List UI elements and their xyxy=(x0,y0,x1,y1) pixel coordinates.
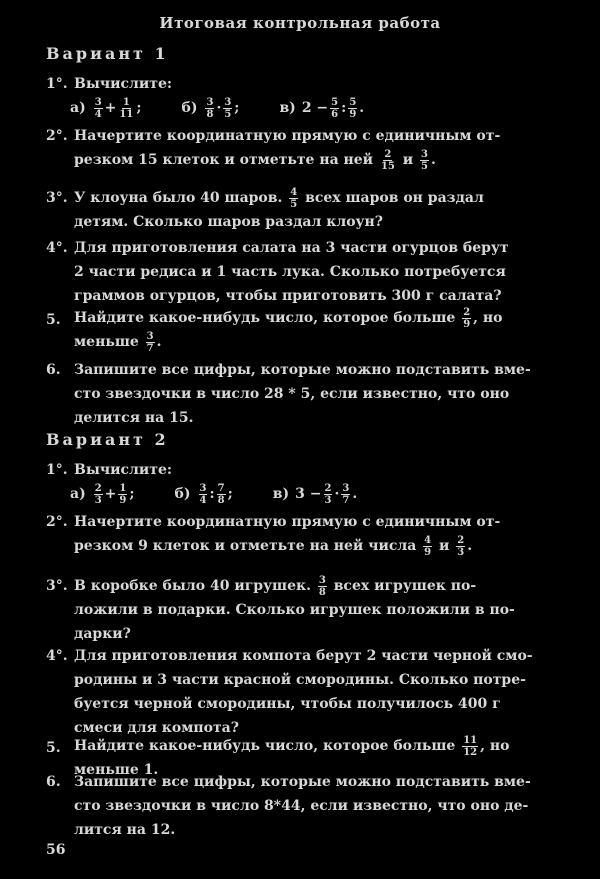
expr-b: б) $\frac{3}{4}$ : $\frac{7}{8}$ ; xyxy=(174,482,233,506)
task-1 xyxy=(70,72,552,120)
page-number: 56 xyxy=(46,842,66,858)
task-line: Запишите все цифры, которые можно подставить вме- xyxy=(74,774,531,790)
task-1-expressions xyxy=(70,482,552,506)
task-line: делится на 15. xyxy=(74,410,194,426)
task-number: 2°. xyxy=(46,514,68,530)
task-line: 2 части редиса и 1 часть лука. Сколько потребуется xyxy=(74,264,506,280)
task-number: 2°. xyxy=(46,128,68,144)
task-line: лится на 12. xyxy=(74,822,176,838)
task-line: В коробке было 40 игрушек. $\frac{3}{8}$ всех игрушек по- xyxy=(74,574,477,598)
task-line: родины и 3 части красной смородины. Сколько потре- xyxy=(74,672,526,688)
task-number: 5. xyxy=(46,312,61,328)
variant-2-heading: Вариант 2 xyxy=(46,430,169,449)
task-line: Начертите координатную прямую с единичным от- xyxy=(74,128,501,144)
task-6 xyxy=(74,770,552,842)
task-text: Вычислите: xyxy=(74,76,173,92)
task-number: 6. xyxy=(46,362,61,378)
task-number: 6. xyxy=(46,774,61,790)
task-5 xyxy=(74,306,552,354)
task-number: 1°. xyxy=(46,462,68,478)
task-number: 4°. xyxy=(46,648,68,664)
task-line: сто звездочки в число 8*44, если известно, что оно де- xyxy=(74,798,529,814)
task-line: дарки? xyxy=(74,626,131,642)
task-text: Вычислите: xyxy=(74,462,173,478)
task-line: резком 9 клеток и отметьте на ней числа $\frac{4}{9}$ и $\frac{2}{3}$ . xyxy=(74,534,473,558)
task-number: 5. xyxy=(46,740,61,756)
task-line: буется черной смородины, чтобы получилось 400 г xyxy=(74,696,501,712)
expr-c: в) 3 − $\frac{2}{3}$ · $\frac{3}{7}$ . xyxy=(272,482,358,506)
task-4 xyxy=(74,236,552,308)
task-number: 3°. xyxy=(46,190,68,206)
task-2 xyxy=(74,124,552,172)
expr-a: а) $\frac{3}{4}$ + $\frac{1}{11}$ ; xyxy=(70,96,142,120)
task-2 xyxy=(74,510,552,558)
task-line: Найдите какое-нибудь число, которое больше $\frac{11}{12}$ , но xyxy=(74,734,510,758)
task-1-expressions xyxy=(70,96,552,120)
task-line: Запишите все цифры, которые можно подставить вме- xyxy=(74,362,531,378)
task-line: резком 15 клеток и отметьте на ней $\frac{2}{15}$ и $\frac{3}{5}$ . xyxy=(74,148,436,172)
task-4 xyxy=(74,644,552,740)
task-number: 4°. xyxy=(46,240,68,256)
task-1 xyxy=(70,458,552,506)
task-line: У клоуна было 40 шаров. $\frac{4}{5}$ всех шаров он раздал xyxy=(74,186,484,210)
variant-1-heading: Вариант 1 xyxy=(46,44,169,63)
task-number: 3°. xyxy=(46,578,68,594)
task-line: детям. Сколько шаров раздал клоун? xyxy=(74,214,383,230)
task-number: 1°. xyxy=(46,76,68,92)
task-line: меньше $\frac{3}{7}$ . xyxy=(74,330,162,354)
task-line: граммов огурцов, чтобы приготовить 300 г салата? xyxy=(74,288,502,304)
task-line: Найдите какое-нибудь число, которое больше $\frac{2}{9}$ , но xyxy=(74,306,503,330)
task-line: ложили в подарки. Сколько игрушек положили в по- xyxy=(74,602,515,618)
task-line: Для приготовления компота берут 2 части черной смо- xyxy=(74,648,533,664)
task-line: Начертите координатную прямую с единичным от- xyxy=(74,514,501,530)
task-3 xyxy=(74,186,552,234)
task-line: Для приготовления салата на 3 части огурцов берут xyxy=(74,240,509,256)
task-line: меньше 1. xyxy=(74,762,159,778)
page-title: Итоговая контрольная работа xyxy=(159,14,441,32)
expr-c: в) 2 − $\frac{5}{6}$ : $\frac{5}{9}$ . xyxy=(279,96,365,120)
task-line: сто звездочки в число 28 * 5, если известно, что оно xyxy=(74,386,510,402)
expr-b: б) $\frac{3}{8}$ · $\frac{3}{5}$ ; xyxy=(181,96,240,120)
task-6 xyxy=(74,358,552,430)
task-line: смеси для компота? xyxy=(74,720,239,736)
expr-a: а) $\frac{2}{3}$ + $\frac{1}{9}$ ; xyxy=(70,482,135,506)
task-3 xyxy=(74,574,552,646)
